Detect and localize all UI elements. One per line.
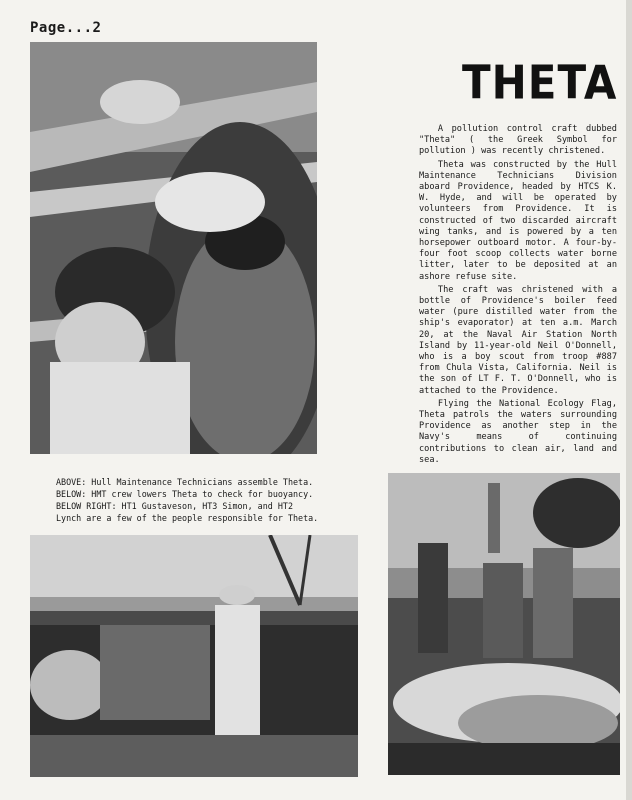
article-body [419, 124, 617, 468]
photo-technicians-assembling [30, 42, 317, 454]
page-number: Page...2 [30, 20, 102, 36]
article-title: THETA [462, 55, 618, 110]
caption-line: BELOW: HMT crew lowers Theta to check for buoyancy. [56, 489, 314, 499]
caption-line: Lynch are a few of the people responsible for Theta. [56, 513, 319, 523]
caption-line: BELOW RIGHT: HT1 Gustaveson, HT3 Simon, and HT2 [56, 501, 293, 511]
photo-ht-crew-with-theta [388, 473, 620, 775]
article-paragraph: The craft was christened with a bottle of Providence's boiler feed water (pure distilled water from the ship's evaporator) at ten a.m. March 20, at the Naval Air Station North Island by 11-year-old Neil O'Donnell, who is a boy scout from troop #887 from Chula Vista, California. Neil is the son of LT F. T. O'Donnell, who is attached to the Providence. [419, 284, 617, 396]
article-paragraph: A pollution control craft dubbed "Theta" ( the Greek Symbol for pollution ) was recently christened. [419, 124, 617, 157]
page-edge [626, 0, 632, 800]
caption-line: ABOVE: Hull Maintenance Technicians assemble Theta. [56, 477, 314, 487]
article-paragraph: Flying the National Ecology Flag, Theta patrols the waters surrounding Providence as another step in the Navy's means of continuing contributions to clean air, land and sea. [419, 398, 617, 465]
photo-caption [56, 476, 326, 524]
article-paragraph: Theta was constructed by the Hull Maintenance Technicians Division aboard Providence, headed by HTCS K. W. Hyde, and will be operated by volunteers from Providence. It is constructed of two discarded aircraft wing tanks, and is powered by a ten horsepower outboard motor. A four-by-four foot scoop collects water borne litter, later to be deposited at an ashore refuse site. [419, 159, 617, 282]
photo-crew-lowering-theta [30, 535, 358, 777]
